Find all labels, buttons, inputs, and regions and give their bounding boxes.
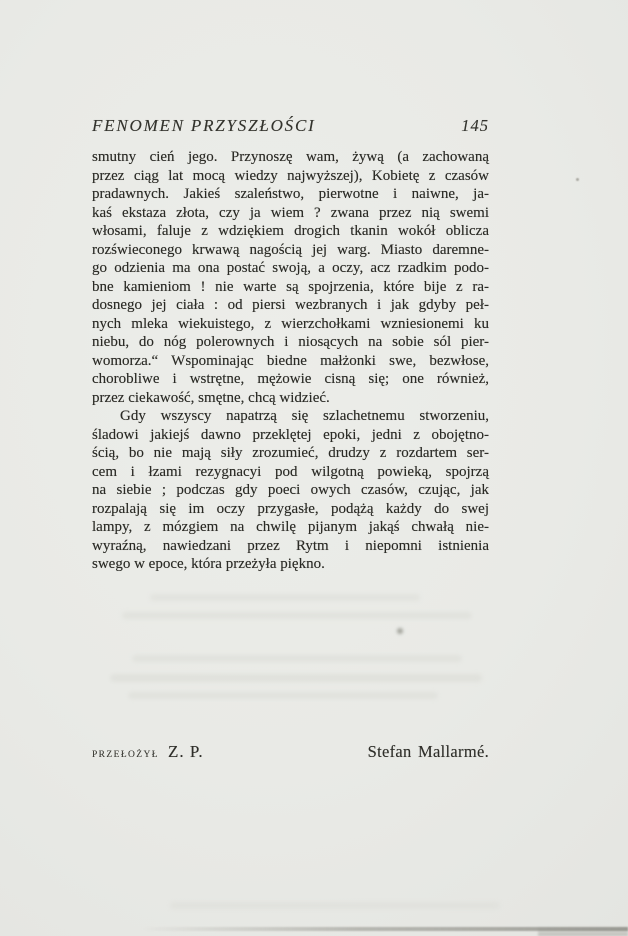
- page-number: 145: [461, 116, 489, 135]
- text-line: rozpalają się im oczy przygasłe, podążą każdy do swej: [92, 500, 489, 517]
- text-line: chorobliwe i wstrętne, mężowie cisną się; one również,: [92, 371, 489, 387]
- text-line: go odzienia ma ona postać swoją, a oczy, acz rzadkim podo-: [92, 260, 489, 276]
- text-line: ścią, bo nie mają siły zrozumieć, drudzy z rozdartem ser-: [92, 445, 489, 461]
- bleed-through-text: [150, 594, 420, 601]
- author-name: Stefan Mallarmé.: [367, 742, 489, 761]
- bleed-through-text: [132, 655, 462, 662]
- text-line: na siebie ; podczas gdy poeci owych czasów, czując, jak: [92, 482, 489, 498]
- bleed-through-text: [122, 612, 472, 619]
- text-line: przez ciąg lat mocą wiedzy najwyższej), Kobietę z czasów: [92, 167, 489, 184]
- page-corner-shadow: [538, 926, 628, 936]
- ink-speck: [397, 628, 403, 634]
- running-head: [92, 116, 489, 136]
- text-line: smutny cień jego. Przynoszę wam, żywą (a zachowaną: [92, 149, 489, 165]
- text-line: kaś ekstaza złota, czy ja wiem ? zwana przez nią swemi: [92, 204, 489, 221]
- bleed-through-text: [170, 902, 500, 909]
- text-line: niebu, do nóg polerownych i niosących na sobie sól pier-: [92, 334, 489, 350]
- bleed-through-text: [110, 674, 482, 682]
- translator-credit: [92, 742, 204, 762]
- text-line: nych mleka wiekuistego, z wierzchołkami wzniesionemi ku: [92, 315, 489, 332]
- translator-initials: Z. P.: [167, 742, 204, 761]
- ink-speck: [576, 178, 579, 181]
- footer: [92, 742, 489, 762]
- text-line: Gdy wszyscy napatrzą się szlachetnemu stworzeniu,: [120, 408, 489, 424]
- bleed-through-text: [128, 692, 438, 699]
- text-line: cem i łzami rezygnacyi pod wilgotną powieką, spojrzą: [92, 463, 489, 480]
- text-line: wyraźną, nawiedzani przez Rytm i niepomni istnienia: [92, 537, 489, 554]
- body-text: [92, 148, 489, 574]
- text-line: włosami, faluje z wdziękiem drogich tkanin wokół oblicza: [92, 223, 489, 239]
- text-line: swego w epoce, która przeżyła piękno.: [92, 556, 325, 572]
- text-line: śladowi jakiejś dawno przeklętej epoki, jedni z obojętno-: [92, 426, 489, 443]
- text-line: lampy, z mózgiem na chwilę pijanym jakąś chwałą nie-: [92, 519, 489, 535]
- text-line: pradawnych. Jakieś szaleństwo, pierwotne i naiwne, ja-: [92, 186, 489, 202]
- page-title: FENOMEN PRZYSZŁOŚCI: [92, 116, 316, 135]
- text-line: dosnego jej ciała : od piersi wezbranych i jak gdyby peł-: [92, 297, 489, 313]
- text-line: womorza.“ Wspominając biedne małżonki swe, bezwłose,: [92, 352, 489, 369]
- text-line: bne kamieniom ! nie warte są spojrzenia, które bije z ra-: [92, 278, 489, 295]
- translator-label: PRZEŁOŻYŁ: [92, 750, 159, 760]
- text-line: przez ciekawość, smętne, chcą widzieć.: [92, 389, 330, 406]
- text-line: rozświeconego krwawą nagością jej warg. Miasto daremne-: [92, 241, 489, 258]
